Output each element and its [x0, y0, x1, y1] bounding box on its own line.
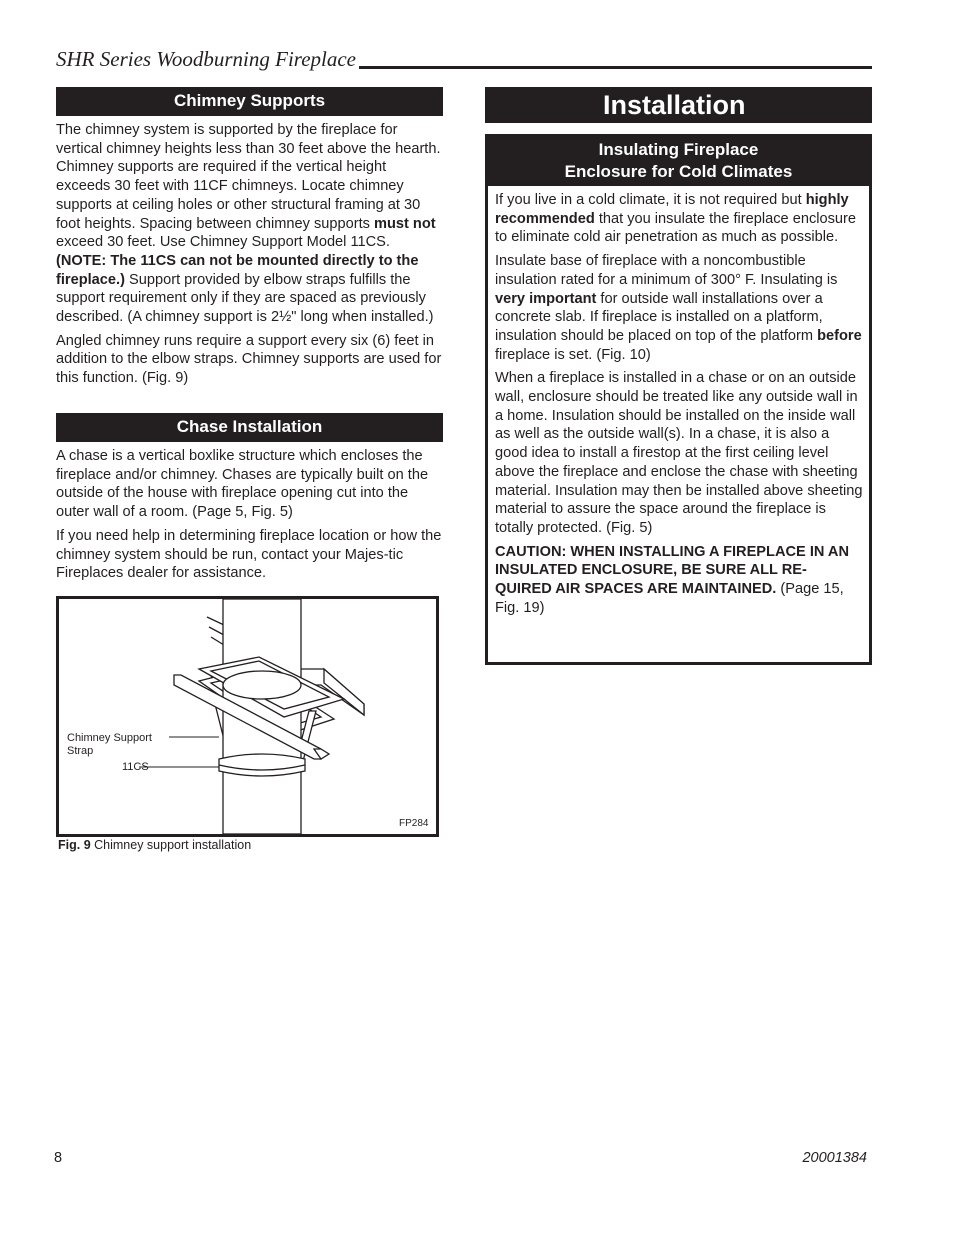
- insulating-fireplace-heading: [485, 134, 872, 186]
- chase-installation-paragraph-2: If you need help in determining fireplace location or how the chimney system should be run, contact your Majes-tic Fireplaces dealer for assistance.: [56, 527, 442, 582]
- chimney-supports-paragraph-2: Angled chimney runs require a support every six (6) feet in addition to the elbow straps. Chimney supports are used for this function. (Fig. 9): [56, 332, 442, 387]
- figure-code: FP284: [399, 818, 429, 829]
- header-title: SHR Series Woodburning Fireplace: [56, 47, 356, 71]
- chase-installation-paragraph-1: A chase is a vertical boxlike structure which encloses the fireplace and/or chimney. Chases are typically built on the outside of the house with fireplace opening cut into the outer wall of a room. (Page 5, Fig. 5): [56, 448, 429, 521]
- chimney-supports-heading: Chimney Supports: [56, 87, 443, 116]
- figure-9-chimney-support: [56, 596, 439, 837]
- insulating-caution: CAUTION: WHEN INSTALLING A FIREPLACE IN AN INSULATED ENCLOSURE, BE SURE ALL RE-QUIRED AIR SPACES ARE MAINTAINED. (Page 15, Fig. 19): [495, 543, 850, 616]
- insulating-heading-line-2: Enclosure for Cold Climates: [564, 161, 793, 181]
- insulating-paragraph-3: When a fireplace is installed in a chase or on an outside wall, enclosure should be treated like any outside wall in a home. Insulation should be installed on the inside wall as well as the outside wall(s). In a chase, it is also a good idea to install a firestop at the first ceiling level above the fireplace and enclose the chase with sheeting material. Insulation may then be installed above sheeting material to assure the space around the fireplace is totally protected. (Fig. 5): [495, 370, 863, 536]
- insulating-paragraph-1: If you live in a cold climate, it is not required but highly recommended that you insulate the fireplace enclosure to eliminate cold air penetration as much as possible.: [495, 192, 856, 246]
- chase-installation-heading: Chase Installation: [56, 413, 443, 442]
- header-rule: [359, 66, 872, 69]
- document-number: 20001384: [802, 1150, 867, 1166]
- chase-installation-section: [56, 447, 443, 583]
- chimney-supports-section: [56, 121, 443, 388]
- label-11cs: 11CS: [122, 761, 149, 773]
- insulating-heading-line-1: Insulating Fireplace: [598, 140, 759, 159]
- chimney-support-illustration: [59, 599, 436, 834]
- insulating-paragraph-2: Insulate base of fireplace with a noncombustible insulation rated for a minimum of 300° F. Insulating is very important for outside wall installations over a concrete slab. If fireplace is installed on a platform, insulation should be placed on top of the platform before fireplace is set. (Fig. 10): [495, 253, 862, 363]
- page-header: [56, 46, 872, 72]
- installation-title: Installation: [485, 87, 872, 123]
- page-number: 8: [54, 1150, 63, 1166]
- chimney-supports-paragraph-1: The chimney system is supported by the fireplace for vertical chimney heights less than 30 feet above the hearth. Chimney supports are required if the vertical height exceeds 30 feet with 11CF chimneys. Locate chimney supports at ceiling holes or other structural framing at 30 foot heights. Spacing between chimney supports must not exceed 30 feet. Use Chimney Support Model 11CS. (NOTE: The 11CS can not be mounted directly to the fireplace.) Support provided by elbow straps fulfills the support requirement only if they are spaced as previously described. (A chimney support is 2½" long when installed.): [56, 122, 441, 326]
- label-chimney-support-strap-line2: Strap: [67, 745, 94, 757]
- figure-9-caption: Fig. 9 Chimney support installation: [58, 838, 252, 852]
- insulating-fireplace-body: [495, 191, 863, 622]
- label-chimney-support-strap-line1: Chimney Support: [67, 732, 152, 744]
